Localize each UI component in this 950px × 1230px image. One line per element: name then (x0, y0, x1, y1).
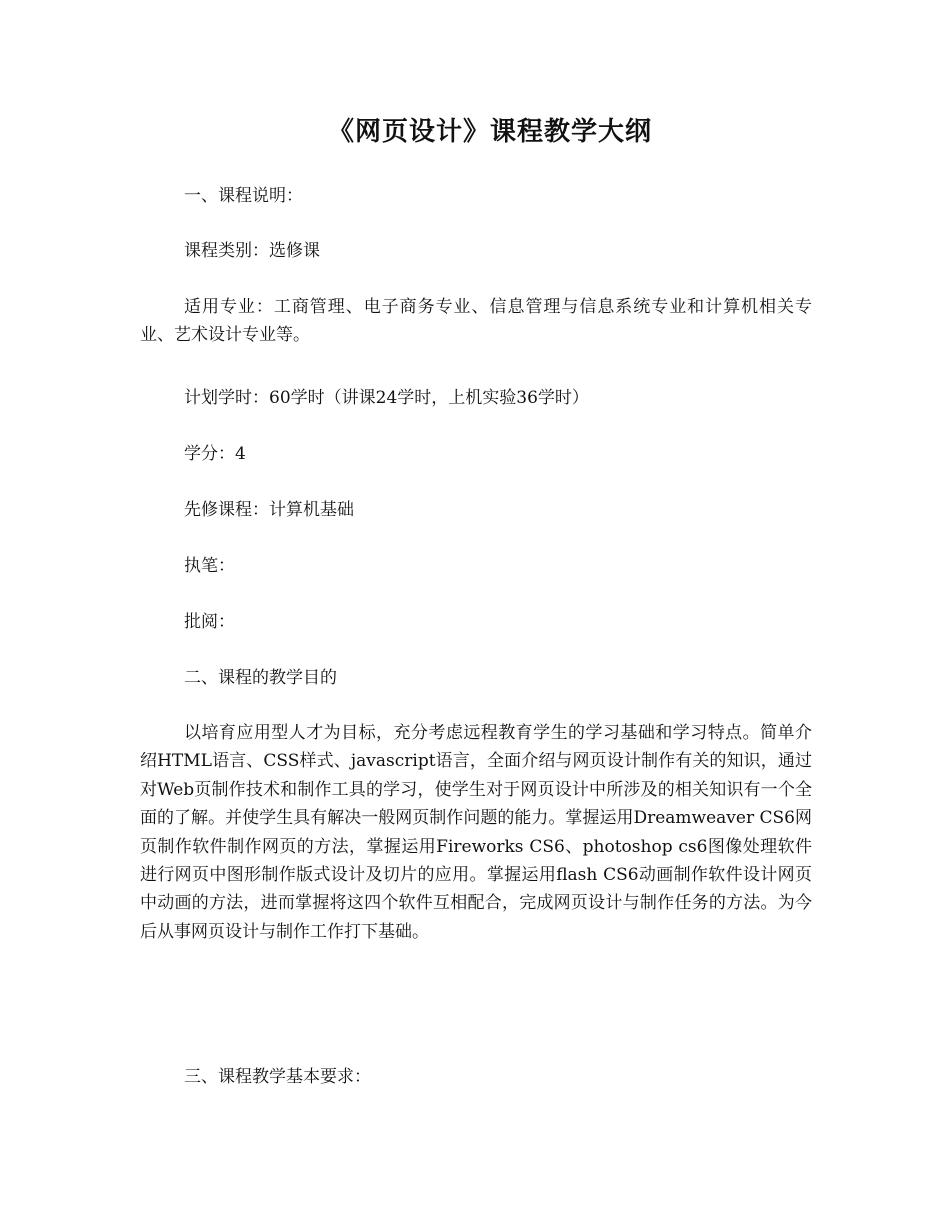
prerequisite-line: 先修课程：计算机基础 (184, 500, 354, 520)
section-heading-teaching-objective: 二、课程的教学目的 (184, 668, 337, 688)
course-type-line: 课程类别：选修课 (184, 241, 320, 261)
reviewer-line: 批阅： (184, 612, 235, 632)
planned-hours-line: 计划学时：60学时（讲课24学时，上机实验36学时） (184, 388, 589, 408)
applicable-majors-paragraph: 适用专业：工商管理、电子商务专业、信息管理与信息系统专业和计算机相关专业、艺术设计专业等。 (140, 297, 812, 346)
credits-line: 学分：4 (184, 444, 246, 464)
teaching-objective-paragraph: 以培育应用型人才为目标，充分考虑远程教育学生的学习基础和学习特点。简单介绍HTML语言、CSS样式、javascript语言，全面介绍与网页设计制作有关的知识，通过对Web页制作技术和制作工具的学习，使学生对于网页设计中所涉及的相关知识有一个全面的了解。并使学生具有解决一般网页制作问题的能力。掌握运用Dreamweaver CS6网页制作软件制作网页的方法，掌握运用Fireworks CS6、photoshop cs6图像处理软件进行网页中图形制作版式设计及切片的应用。掌握运用flash CS6动画制作软件设计网页中动画的方法，进而掌握将这四个软件互相配合，完成网页设计与制作任务的方法。为今后从事网页设计与制作工作打下基础。 (140, 723, 812, 942)
section-heading-basic-requirements: 三、课程教学基本要求： (184, 1067, 371, 1087)
section-heading-course-description: 一、课程说明： (184, 186, 303, 206)
author-line: 执笔： (184, 556, 235, 576)
document-title: 《网页设计》课程教学大纲 (327, 117, 652, 147)
